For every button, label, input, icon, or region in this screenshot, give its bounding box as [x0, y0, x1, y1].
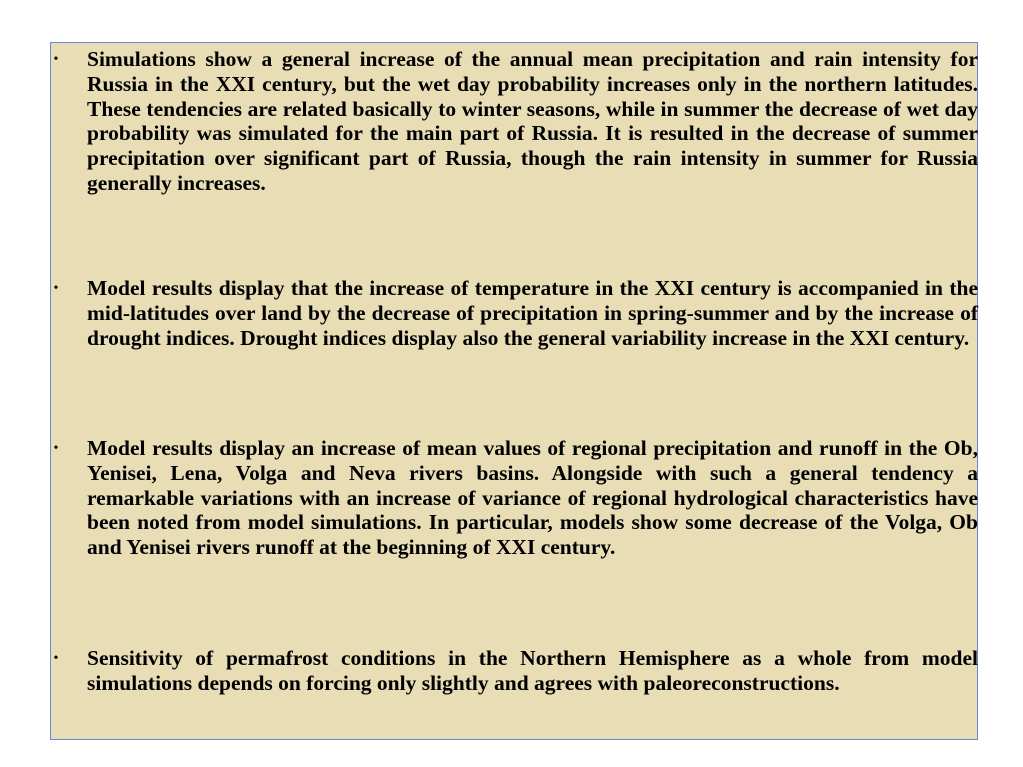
bullet-marker: •	[53, 281, 59, 296]
bullet-text-1: Simulations show a general increase of the annual mean precipitation and rain intensity for Russia in the XXI century, but the wet day probability increases only in the northern latitudes. These tendencies are related basically to winter seasons, while in summer the decrease of wet day probability was simulated for the main part of Russia. It is resulted in the decrease of summer precipitation over significant part of Russia, though the rain intensity in summer for Russia generally increases.	[87, 47, 978, 195]
slide-content-box	[50, 42, 978, 740]
bullet-text-4: Sensitivity of permafrost conditions in the Northern Hemisphere as a whole from model simulations depends on forcing only slightly and agrees with paleoreconstructions.	[87, 646, 978, 695]
bullet-text-2: Model results display that the increase of temperature in the XXI century is accompanied in the mid-latitudes over land by the decrease of precipitation in spring-summer and by the increase of drought indices. Drought indices display also the general variability increase in the XXI century.	[87, 276, 978, 350]
bullet-text-3: Model results display an increase of mean values of regional precipitation and runoff in the Ob, Yenisei, Lena, Volga and Neva rivers basins. Alongside with such a general tendency a remarkable variations with an increase of variance of regional hydrological characteristics have been noted from model simulations. In particular, models show some decrease of the Volga, Ob and Yenisei rivers runoff at the beginning of XXI century.	[87, 436, 978, 560]
bullet-marker: •	[53, 651, 59, 666]
bullet-marker: •	[53, 52, 59, 67]
bullet-marker: •	[53, 441, 59, 456]
